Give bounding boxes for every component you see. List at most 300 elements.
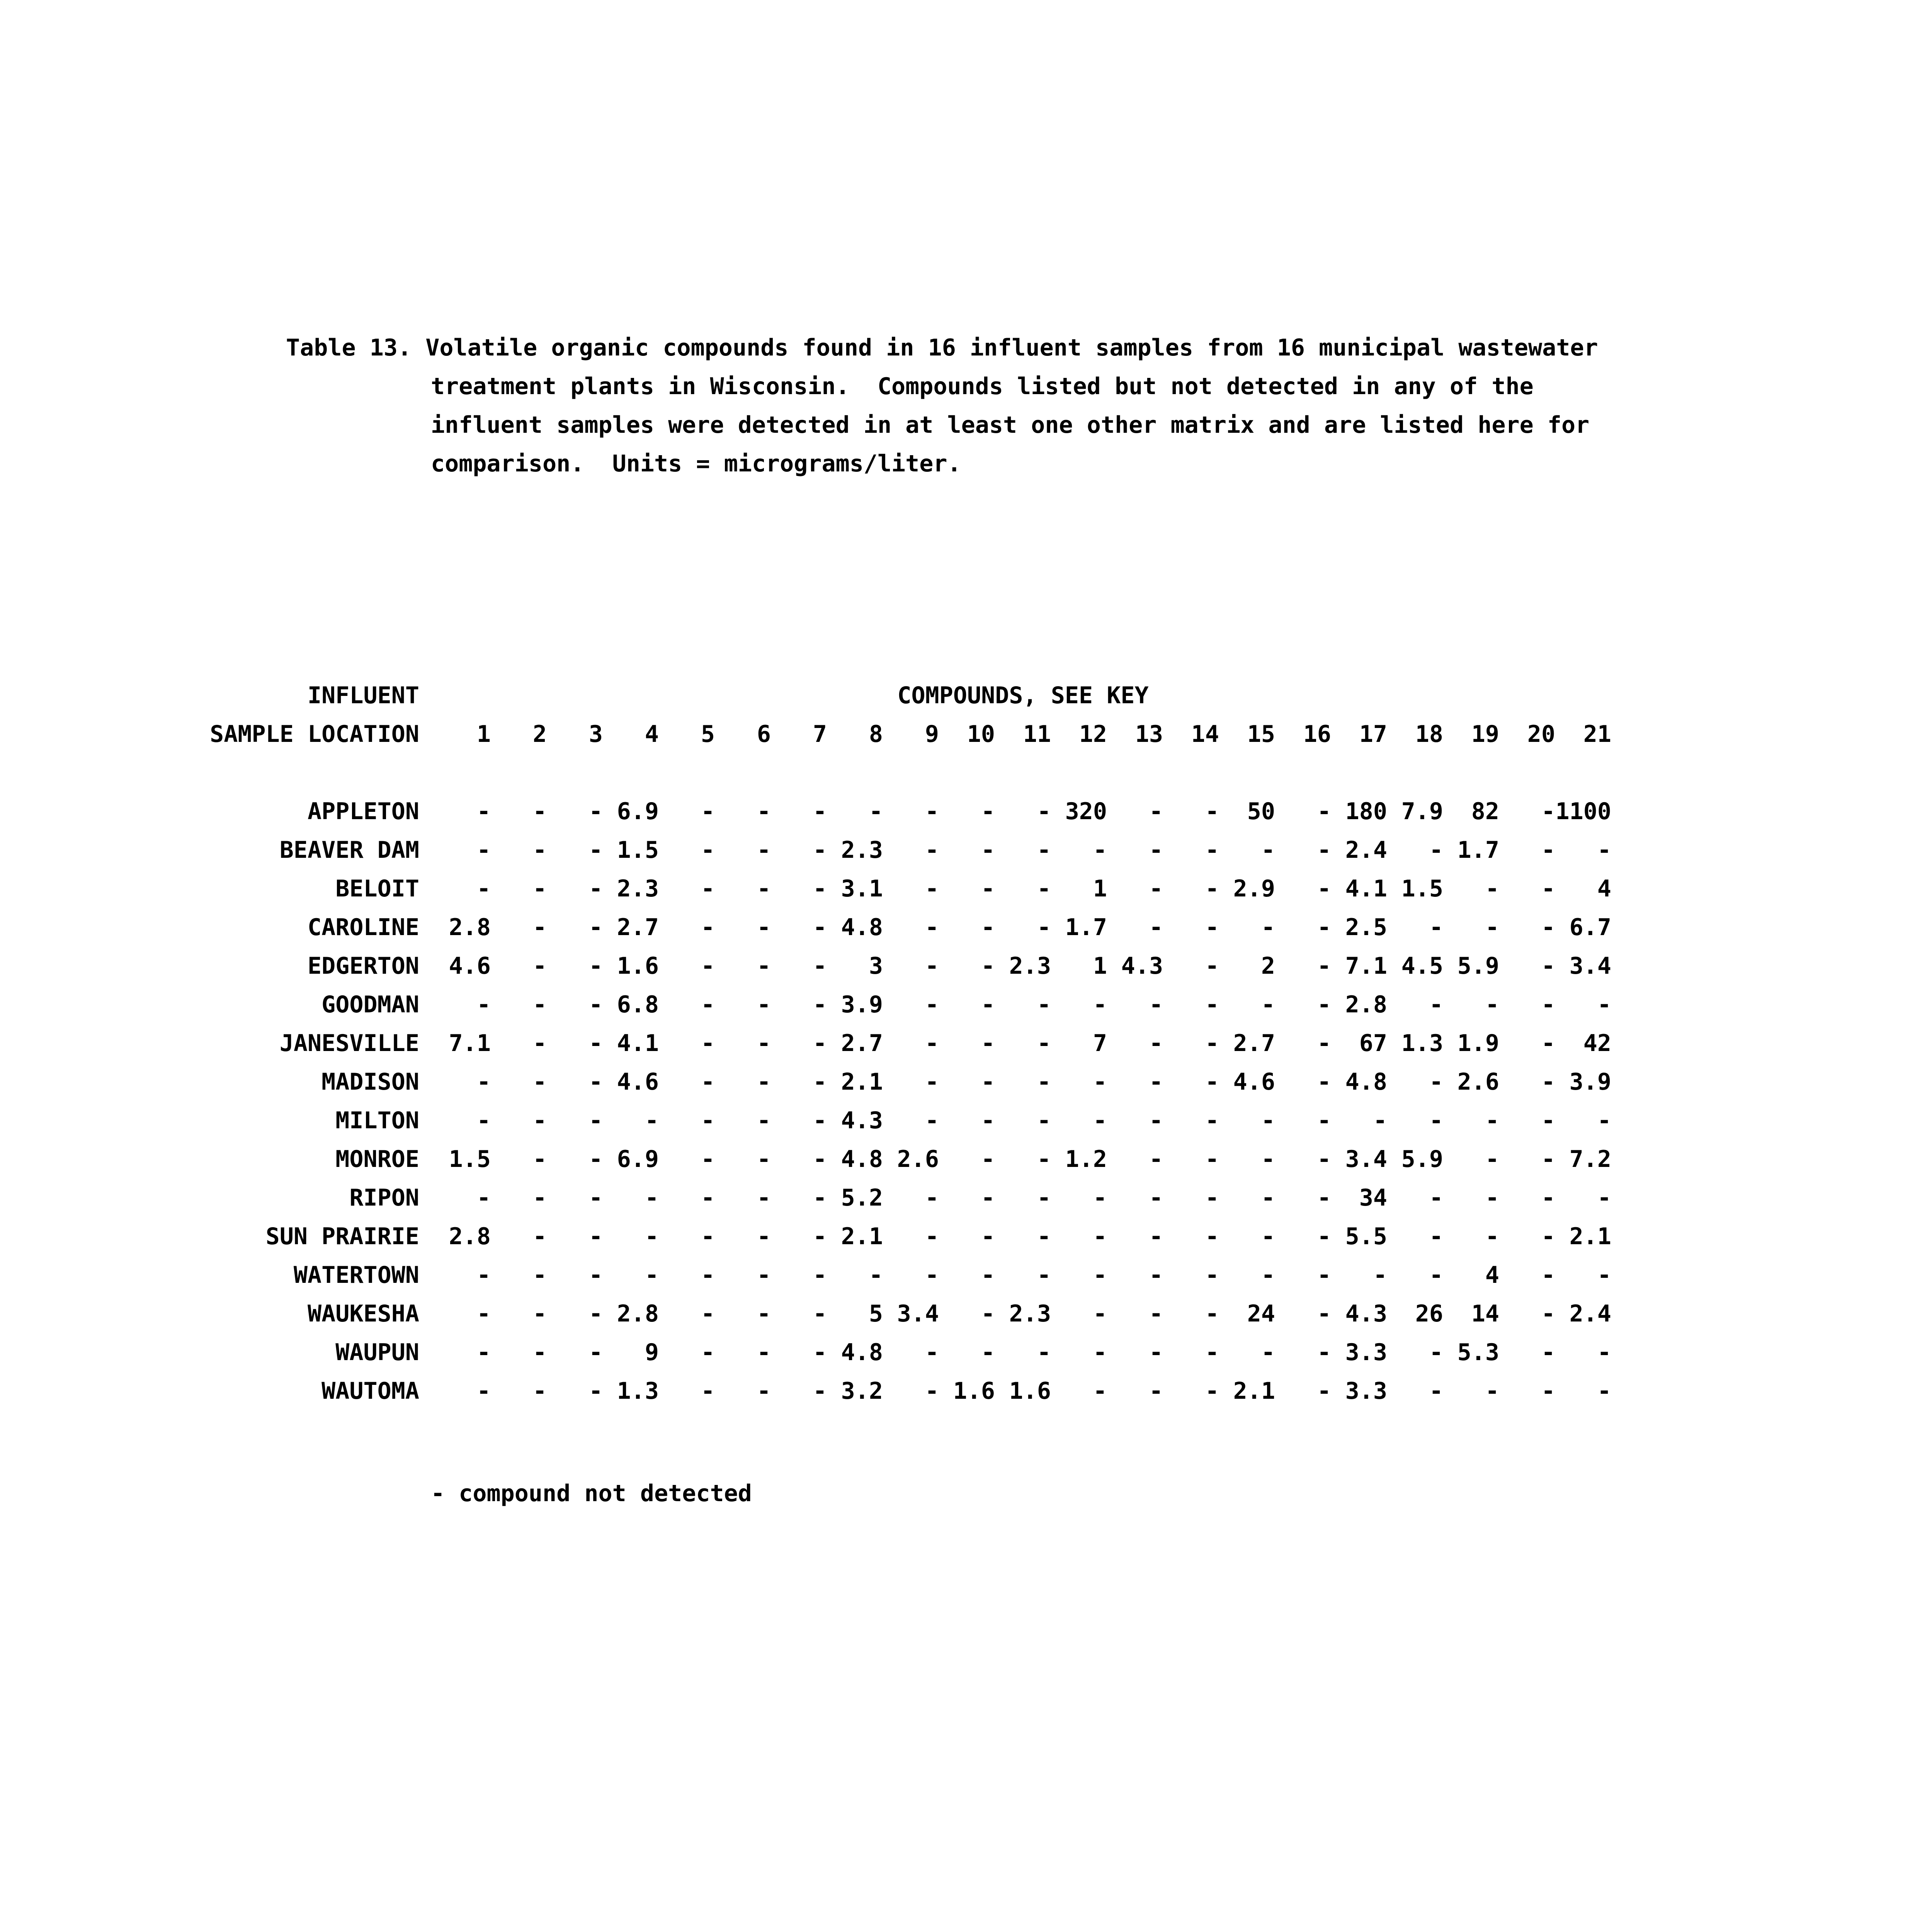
value-cell: - bbox=[1149, 991, 1163, 1018]
value-cell: - bbox=[1205, 1262, 1219, 1289]
value-cell: - bbox=[757, 952, 771, 980]
value-cell: - bbox=[1541, 1378, 1555, 1405]
value-cell: - bbox=[1037, 1030, 1051, 1057]
sample-location-cell: APPLETON bbox=[308, 798, 419, 825]
value-cell: - bbox=[757, 1107, 771, 1134]
sample-location-cell: BELOIT bbox=[335, 875, 419, 902]
value-cell: - bbox=[1149, 1378, 1163, 1405]
column-header: 9 bbox=[925, 721, 939, 748]
value-cell: 1 bbox=[1093, 875, 1107, 902]
value-cell: - bbox=[813, 1300, 827, 1327]
footnote: - compound not detected bbox=[431, 1480, 752, 1507]
value-cell: - bbox=[532, 1107, 547, 1134]
value-cell: - bbox=[1037, 837, 1051, 864]
value-cell: - bbox=[1037, 1223, 1051, 1250]
value-cell: 3.9 bbox=[841, 991, 883, 1018]
value-cell: - bbox=[925, 837, 939, 864]
value-cell: - bbox=[1205, 1223, 1219, 1250]
value-cell: - bbox=[1093, 1068, 1107, 1095]
value-cell: 1.6 bbox=[1009, 1378, 1051, 1405]
value-cell: - bbox=[701, 1184, 715, 1211]
value-cell: 2 bbox=[1261, 952, 1275, 980]
value-cell: - bbox=[1149, 798, 1163, 825]
value-cell: - bbox=[1261, 1107, 1275, 1134]
table-row bbox=[201, 1256, 1611, 1294]
value-cell: - bbox=[1037, 1068, 1051, 1095]
column-header: 13 bbox=[1135, 721, 1163, 748]
value-cell: - bbox=[757, 914, 771, 941]
value-cell: - bbox=[1317, 914, 1331, 941]
sample-location-cell: WAUKESHA bbox=[308, 1300, 419, 1327]
value-cell: 1.9 bbox=[1457, 1030, 1499, 1057]
value-cell: - bbox=[588, 1300, 603, 1327]
value-cell: 42 bbox=[1583, 1030, 1611, 1057]
value-cell: - bbox=[981, 875, 995, 902]
value-cell: - bbox=[1149, 837, 1163, 864]
caption-line-2: treatment plants in Wisconsin. Compounds listed but not detected in any of the bbox=[431, 373, 1534, 400]
value-cell: 4.8 bbox=[1345, 1068, 1387, 1095]
column-header: 4 bbox=[645, 721, 659, 748]
value-cell: - bbox=[981, 1339, 995, 1366]
table-row bbox=[201, 1217, 1611, 1256]
sample-location-cell: EDGERTON bbox=[308, 952, 419, 980]
value-cell: 2.1 bbox=[841, 1223, 883, 1250]
value-cell: - bbox=[1205, 1030, 1219, 1057]
value-cell: - bbox=[925, 952, 939, 980]
value-cell: - bbox=[532, 1262, 547, 1289]
value-cell: - bbox=[1149, 1184, 1163, 1211]
value-cell: 4.6 bbox=[1233, 1068, 1275, 1095]
value-cell: - bbox=[532, 1378, 547, 1405]
value-cell: 3.3 bbox=[1345, 1339, 1387, 1366]
value-cell: - bbox=[981, 1184, 995, 1211]
value-cell: - bbox=[532, 991, 547, 1018]
value-cell: - bbox=[588, 1262, 603, 1289]
value-cell: - bbox=[1149, 1107, 1163, 1134]
value-cell: - bbox=[981, 952, 995, 980]
value-cell: - bbox=[981, 1300, 995, 1327]
value-cell: - bbox=[1485, 991, 1499, 1018]
value-cell: - bbox=[588, 1339, 603, 1366]
value-cell: - bbox=[701, 875, 715, 902]
value-cell: - bbox=[1149, 1146, 1163, 1173]
column-header: 16 bbox=[1303, 721, 1331, 748]
value-cell: - bbox=[981, 1223, 995, 1250]
value-cell: 2.1 bbox=[1233, 1378, 1275, 1405]
header-influent: INFLUENT bbox=[308, 682, 419, 709]
value-cell: 2.6 bbox=[897, 1146, 939, 1173]
table-row bbox=[201, 1179, 1611, 1217]
value-cell: - bbox=[1205, 1300, 1219, 1327]
value-cell: 4.6 bbox=[617, 1068, 659, 1095]
value-cell: 180 bbox=[1345, 798, 1387, 825]
value-cell: - bbox=[1037, 1184, 1051, 1211]
value-cell: - bbox=[1541, 1223, 1555, 1250]
value-cell: - bbox=[925, 1378, 939, 1405]
value-cell: 4.5 bbox=[1401, 952, 1443, 980]
value-cell: - bbox=[1541, 1030, 1555, 1057]
value-cell: - bbox=[1149, 1300, 1163, 1327]
value-cell: 24 bbox=[1247, 1300, 1275, 1327]
value-cell: - bbox=[1205, 914, 1219, 941]
value-cell: - bbox=[757, 1030, 771, 1057]
value-cell: - bbox=[757, 1339, 771, 1366]
value-cell: - bbox=[701, 1262, 715, 1289]
value-cell: - bbox=[925, 1262, 939, 1289]
value-cell: - bbox=[645, 1262, 659, 1289]
column-header: 11 bbox=[1023, 721, 1051, 748]
value-cell: - bbox=[1541, 1068, 1555, 1095]
table-row bbox=[201, 1024, 1611, 1063]
value-cell: - bbox=[476, 837, 491, 864]
value-cell: - bbox=[1037, 991, 1051, 1018]
value-cell: 1.5 bbox=[449, 1146, 491, 1173]
value-cell: - bbox=[1485, 1184, 1499, 1211]
value-cell: 4.8 bbox=[841, 1146, 883, 1173]
value-cell: - bbox=[1485, 1378, 1499, 1405]
value-cell: 3.3 bbox=[1345, 1378, 1387, 1405]
table-spacer-row bbox=[201, 753, 1611, 792]
column-header: 17 bbox=[1359, 721, 1387, 748]
sample-location-cell: MONROE bbox=[335, 1146, 419, 1173]
value-cell: 1.3 bbox=[1401, 1030, 1443, 1057]
value-cell: 1.5 bbox=[617, 837, 659, 864]
caption-line-4: comparison. Units = micrograms/liter. bbox=[431, 450, 961, 477]
value-cell: - bbox=[1093, 991, 1107, 1018]
value-cell: - bbox=[1317, 1378, 1331, 1405]
value-cell: - bbox=[757, 798, 771, 825]
value-cell: 1.2 bbox=[1065, 1146, 1107, 1173]
table-body bbox=[201, 753, 1611, 1410]
table-row bbox=[201, 1372, 1611, 1410]
value-cell: 4.8 bbox=[841, 1339, 883, 1366]
value-cell: - bbox=[1149, 1068, 1163, 1095]
sample-location-cell: MILTON bbox=[335, 1107, 419, 1134]
value-cell: - bbox=[925, 914, 939, 941]
value-cell: - bbox=[532, 1146, 547, 1173]
value-cell: - bbox=[1541, 1339, 1555, 1366]
header-row-top bbox=[201, 676, 1611, 715]
value-cell: - bbox=[1149, 875, 1163, 902]
column-header: 1 bbox=[476, 721, 491, 748]
value-cell: - bbox=[1093, 1223, 1107, 1250]
value-cell: - bbox=[588, 1184, 603, 1211]
value-cell: - bbox=[476, 1262, 491, 1289]
value-cell: - bbox=[645, 1107, 659, 1134]
value-cell: - bbox=[813, 1262, 827, 1289]
value-cell: 1.3 bbox=[617, 1378, 659, 1405]
value-cell: 5.9 bbox=[1457, 952, 1499, 980]
value-cell: - bbox=[925, 991, 939, 1018]
value-cell: 4 bbox=[1485, 1262, 1499, 1289]
value-cell: 14 bbox=[1471, 1300, 1499, 1327]
value-cell: - bbox=[981, 798, 995, 825]
value-cell: - bbox=[532, 1300, 547, 1327]
value-cell: 320 bbox=[1065, 798, 1107, 825]
column-header: 20 bbox=[1527, 721, 1555, 748]
value-cell: - bbox=[701, 1378, 715, 1405]
value-cell: - bbox=[645, 1223, 659, 1250]
header-sample-location: SAMPLE LOCATION bbox=[210, 721, 419, 748]
value-cell: - bbox=[1317, 1300, 1331, 1327]
value-cell: - bbox=[701, 914, 715, 941]
value-cell: - bbox=[1485, 1223, 1499, 1250]
value-cell: - bbox=[813, 1107, 827, 1134]
column-header: 19 bbox=[1471, 721, 1499, 748]
caption-line-1: Table 13. Volatile organic compounds found in 16 influent samples from 16 municipal wastewater bbox=[286, 334, 1598, 361]
value-cell: - bbox=[813, 1068, 827, 1095]
value-cell: - bbox=[701, 1068, 715, 1095]
value-cell: 6.9 bbox=[617, 798, 659, 825]
value-cell: - bbox=[532, 1339, 547, 1366]
value-cell: - bbox=[1541, 798, 1555, 825]
value-cell: - bbox=[1037, 798, 1051, 825]
header-row-columns bbox=[201, 715, 1611, 753]
value-cell: - bbox=[1317, 1262, 1331, 1289]
value-cell: - bbox=[1541, 1107, 1555, 1134]
value-cell: - bbox=[925, 875, 939, 902]
value-cell: - bbox=[1037, 1146, 1051, 1173]
value-cell: - bbox=[1485, 1146, 1499, 1173]
value-cell: - bbox=[1205, 1107, 1219, 1134]
value-cell: - bbox=[1149, 914, 1163, 941]
value-cell: - bbox=[1205, 1068, 1219, 1095]
value-cell: - bbox=[1541, 1146, 1555, 1173]
value-cell: - bbox=[1541, 1262, 1555, 1289]
value-cell: 50 bbox=[1247, 798, 1275, 825]
value-cell: - bbox=[1149, 1223, 1163, 1250]
value-cell: 6.7 bbox=[1569, 914, 1611, 941]
column-header: 15 bbox=[1247, 721, 1275, 748]
sample-location-cell: BEAVER DAM bbox=[279, 837, 419, 864]
value-cell: - bbox=[1037, 914, 1051, 941]
value-cell: - bbox=[757, 1300, 771, 1327]
value-cell: - bbox=[813, 1146, 827, 1173]
value-cell: - bbox=[1205, 837, 1219, 864]
value-cell: 5.3 bbox=[1457, 1339, 1499, 1366]
value-cell: 82 bbox=[1471, 798, 1499, 825]
value-cell: - bbox=[588, 798, 603, 825]
value-cell: 7.2 bbox=[1569, 1146, 1611, 1173]
value-cell: 7.1 bbox=[449, 1030, 491, 1057]
value-cell: - bbox=[1093, 1184, 1107, 1211]
value-cell: - bbox=[476, 1068, 491, 1095]
value-cell: - bbox=[1541, 1184, 1555, 1211]
value-cell: - bbox=[701, 991, 715, 1018]
value-cell: - bbox=[1205, 991, 1219, 1018]
value-cell: - bbox=[1541, 875, 1555, 902]
compounds-table bbox=[201, 676, 1611, 1410]
value-cell: - bbox=[701, 798, 715, 825]
value-cell: 3.4 bbox=[897, 1300, 939, 1327]
value-cell: 2.7 bbox=[617, 914, 659, 941]
value-cell: - bbox=[981, 914, 995, 941]
value-cell: - bbox=[1597, 837, 1611, 864]
value-cell: - bbox=[701, 1300, 715, 1327]
value-cell: - bbox=[757, 837, 771, 864]
sample-location-cell: RIPON bbox=[349, 1184, 419, 1211]
value-cell: - bbox=[1149, 1262, 1163, 1289]
value-cell: - bbox=[813, 1223, 827, 1250]
value-cell: - bbox=[1149, 1339, 1163, 1366]
value-cell: - bbox=[588, 1107, 603, 1134]
value-cell: - bbox=[1093, 837, 1107, 864]
value-cell: 7 bbox=[1093, 1030, 1107, 1057]
value-cell: - bbox=[757, 1262, 771, 1289]
value-cell: - bbox=[757, 1223, 771, 1250]
value-cell: - bbox=[981, 1030, 995, 1057]
value-cell: 2.4 bbox=[1345, 837, 1387, 864]
table-row bbox=[201, 985, 1611, 1024]
value-cell: - bbox=[1541, 914, 1555, 941]
value-cell: - bbox=[588, 1030, 603, 1057]
value-cell: - bbox=[1373, 1107, 1387, 1134]
value-cell: - bbox=[1149, 1030, 1163, 1057]
value-cell: 26 bbox=[1415, 1300, 1443, 1327]
value-cell: - bbox=[701, 1107, 715, 1134]
value-cell: - bbox=[701, 837, 715, 864]
value-cell: 4.1 bbox=[1345, 875, 1387, 902]
value-cell: - bbox=[476, 1107, 491, 1134]
value-cell: - bbox=[757, 1146, 771, 1173]
value-cell: - bbox=[981, 1068, 995, 1095]
caption-line-3: influent samples were detected in at least one other matrix and are listed here for bbox=[431, 412, 1590, 439]
value-cell: - bbox=[1317, 837, 1331, 864]
value-cell: - bbox=[1429, 837, 1443, 864]
sample-location-cell: MADISON bbox=[321, 1068, 419, 1095]
table-row bbox=[201, 908, 1611, 947]
value-cell: 5.2 bbox=[841, 1184, 883, 1211]
value-cell: 2.8 bbox=[617, 1300, 659, 1327]
value-cell: - bbox=[1261, 1262, 1275, 1289]
value-cell: - bbox=[925, 1068, 939, 1095]
value-cell: - bbox=[1429, 1184, 1443, 1211]
value-cell: 2.1 bbox=[1569, 1223, 1611, 1250]
value-cell: - bbox=[1261, 914, 1275, 941]
value-cell: 1 bbox=[1093, 952, 1107, 980]
sample-location-cell: JANESVILLE bbox=[279, 1030, 419, 1057]
value-cell: - bbox=[1373, 1262, 1387, 1289]
value-cell: - bbox=[1317, 1030, 1331, 1057]
value-cell: - bbox=[925, 1184, 939, 1211]
value-cell: - bbox=[813, 1184, 827, 1211]
value-cell: 3.2 bbox=[841, 1378, 883, 1405]
value-cell: 1100 bbox=[1555, 798, 1611, 825]
value-cell: - bbox=[588, 1223, 603, 1250]
value-cell: - bbox=[532, 875, 547, 902]
value-cell: - bbox=[645, 1184, 659, 1211]
value-cell: 4 bbox=[1597, 875, 1611, 902]
value-cell: - bbox=[981, 1107, 995, 1134]
value-cell: - bbox=[981, 991, 995, 1018]
value-cell: 9 bbox=[645, 1339, 659, 1366]
value-cell: - bbox=[1317, 1184, 1331, 1211]
value-cell: - bbox=[1429, 1339, 1443, 1366]
value-cell: - bbox=[757, 991, 771, 1018]
value-cell: 2.8 bbox=[449, 1223, 491, 1250]
column-header: 3 bbox=[588, 721, 603, 748]
value-cell: 4.6 bbox=[449, 952, 491, 980]
value-cell: - bbox=[1317, 1339, 1331, 1366]
column-header: 21 bbox=[1583, 721, 1611, 748]
value-cell: - bbox=[1037, 875, 1051, 902]
value-cell: - bbox=[532, 837, 547, 864]
value-cell: - bbox=[869, 1262, 883, 1289]
value-cell: - bbox=[1317, 1107, 1331, 1134]
value-cell: - bbox=[813, 837, 827, 864]
value-cell: - bbox=[757, 1068, 771, 1095]
value-cell: - bbox=[925, 1030, 939, 1057]
value-cell: - bbox=[1037, 1262, 1051, 1289]
table-caption bbox=[286, 328, 1677, 483]
value-cell: - bbox=[757, 1184, 771, 1211]
value-cell: - bbox=[588, 914, 603, 941]
value-cell: - bbox=[1205, 798, 1219, 825]
column-header: 12 bbox=[1079, 721, 1107, 748]
value-cell: 6.8 bbox=[617, 991, 659, 1018]
value-cell: 7.1 bbox=[1345, 952, 1387, 980]
value-cell: - bbox=[1261, 1184, 1275, 1211]
value-cell: - bbox=[532, 1223, 547, 1250]
value-cell: - bbox=[1597, 1378, 1611, 1405]
value-cell: - bbox=[813, 875, 827, 902]
table-row bbox=[201, 1140, 1611, 1179]
value-cell: - bbox=[757, 1378, 771, 1405]
value-cell: 4.1 bbox=[617, 1030, 659, 1057]
value-cell: - bbox=[701, 1339, 715, 1366]
data-table-container bbox=[201, 676, 1611, 1410]
value-cell: - bbox=[1205, 1184, 1219, 1211]
table-row bbox=[201, 1333, 1611, 1372]
value-cell: 2.5 bbox=[1345, 914, 1387, 941]
value-cell: - bbox=[925, 1339, 939, 1366]
value-cell: 3.9 bbox=[1569, 1068, 1611, 1095]
column-header: 8 bbox=[869, 721, 883, 748]
value-cell: - bbox=[588, 1378, 603, 1405]
value-cell: - bbox=[869, 798, 883, 825]
sample-location-cell: WATERTOWN bbox=[293, 1262, 419, 1289]
value-cell: - bbox=[532, 914, 547, 941]
value-cell: - bbox=[1429, 1068, 1443, 1095]
value-cell: - bbox=[1429, 1378, 1443, 1405]
value-cell: - bbox=[1317, 1068, 1331, 1095]
value-cell: - bbox=[532, 1068, 547, 1095]
column-header: 18 bbox=[1415, 721, 1443, 748]
value-cell: - bbox=[1093, 1262, 1107, 1289]
value-cell: 2.6 bbox=[1457, 1068, 1499, 1095]
value-cell: - bbox=[532, 952, 547, 980]
value-cell: - bbox=[701, 952, 715, 980]
value-cell: 4.8 bbox=[841, 914, 883, 941]
value-cell: - bbox=[813, 798, 827, 825]
value-cell: 3.4 bbox=[1569, 952, 1611, 980]
value-cell: - bbox=[1261, 1223, 1275, 1250]
value-cell: - bbox=[813, 1030, 827, 1057]
value-cell: 3 bbox=[869, 952, 883, 980]
value-cell: 34 bbox=[1359, 1184, 1387, 1211]
value-cell: 2.4 bbox=[1569, 1300, 1611, 1327]
value-cell: 1.6 bbox=[953, 1378, 995, 1405]
value-cell: - bbox=[1317, 1146, 1331, 1173]
value-cell: 5 bbox=[869, 1300, 883, 1327]
value-cell: - bbox=[1093, 1300, 1107, 1327]
value-cell: - bbox=[1093, 1107, 1107, 1134]
value-cell: 2.3 bbox=[1009, 952, 1051, 980]
value-cell: 2.3 bbox=[841, 837, 883, 864]
value-cell: 2.1 bbox=[841, 1068, 883, 1095]
value-cell: - bbox=[1541, 1300, 1555, 1327]
value-cell: - bbox=[813, 991, 827, 1018]
